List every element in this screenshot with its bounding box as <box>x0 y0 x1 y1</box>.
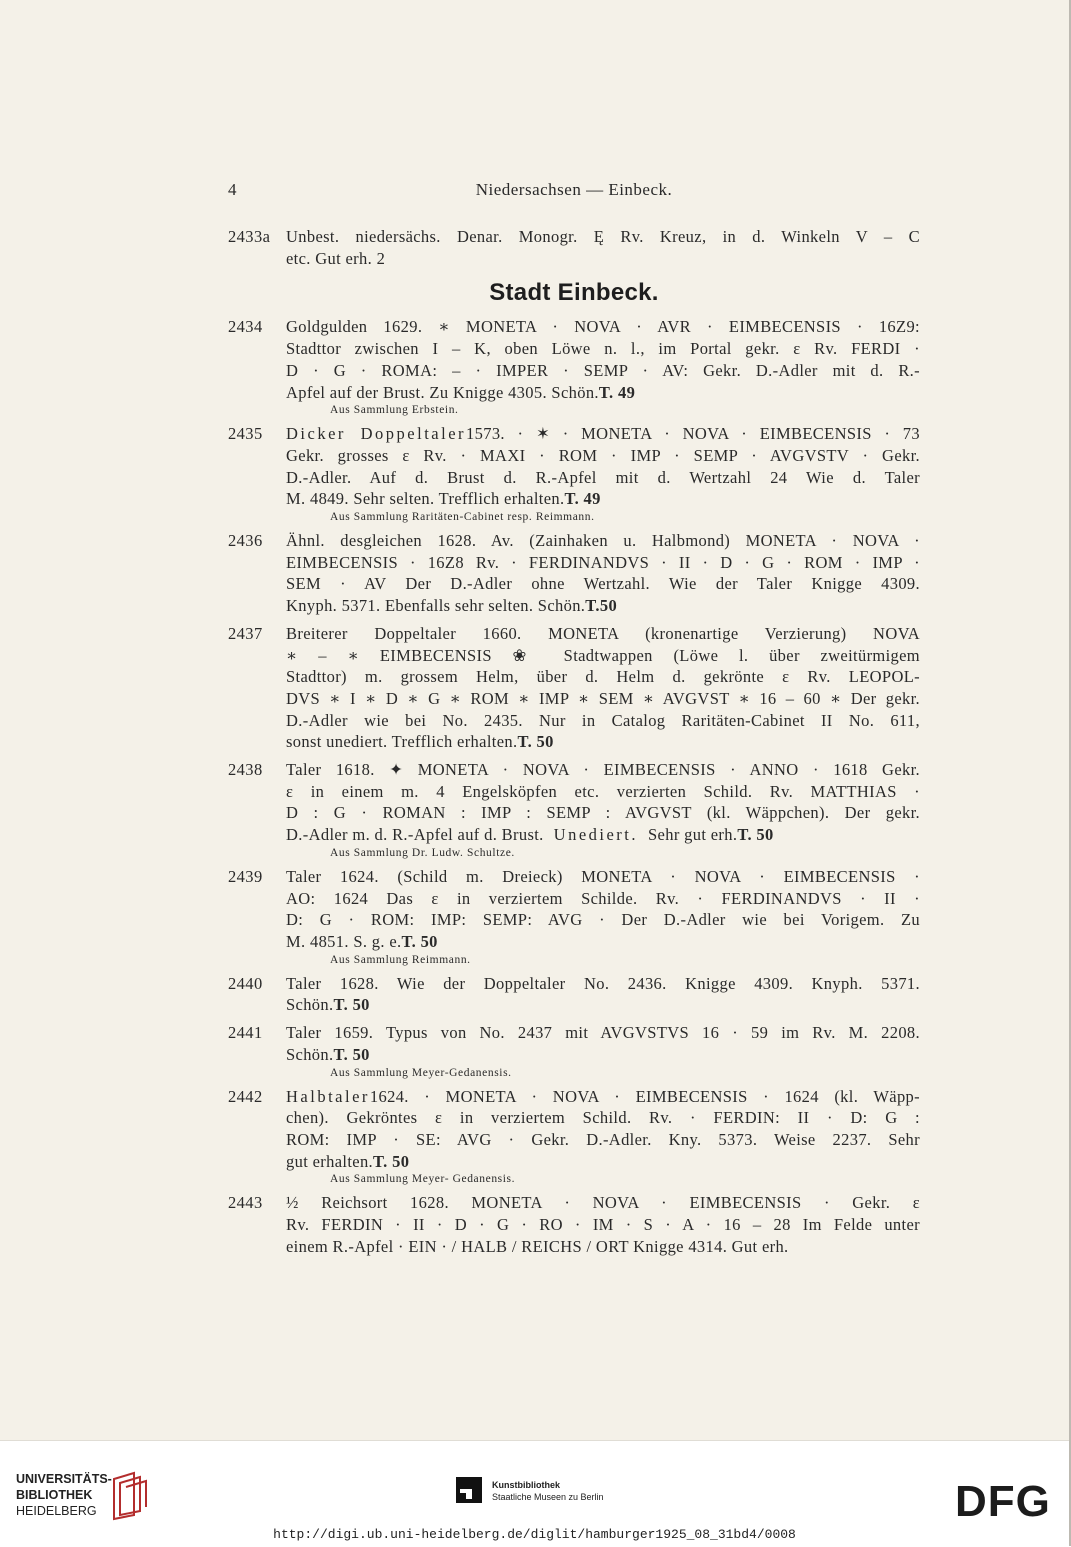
entry-number: 2435 <box>228 424 263 444</box>
entry-line: Schön. <box>286 1044 334 1064</box>
entry-text <box>286 1086 920 1173</box>
plate-reference: T. 50 <box>517 732 554 752</box>
library-name-line1: UNIVERSITÄTS- <box>16 1472 112 1486</box>
catalog-entry <box>228 423 920 510</box>
entry-line: Breiterer Doppeltaler 1660. MONETA (kronenartige Verzierung) NOVA <box>286 623 920 643</box>
catalog-entry <box>228 1086 920 1173</box>
entry-text <box>286 759 920 846</box>
entry-line: Stadttor zwischen I – K, oben Löwe n. l., im Portal gekr. ε Rv. FERDI · <box>286 339 920 359</box>
entry-number: 2433a <box>228 227 271 246</box>
entry-line: Ähnl. desgleichen 1628. Av. (Zainhaken u. Halbmond) MONETA · NOVA · <box>286 531 920 551</box>
entry-line: D: G · ROM: IMP: SEMP: AVG · Der D.-Adler wie bei Vorigem. Zu <box>286 910 920 930</box>
entry-line: DVS ∗ I ∗ D ∗ G ∗ ROM ∗ IMP ∗ SEM ∗ AVGVST ∗ 16 – 60 ∗ Der gekr. <box>286 688 920 708</box>
page-number: 4 <box>228 180 237 199</box>
permalink-url[interactable]: http://digi.ub.uni-heidelberg.de/diglit/hamburger1925_08_31bd4/0008 <box>273 1527 796 1542</box>
entry-line: Schön. <box>286 995 334 1015</box>
entry-line: AO: 1624 Das ε in verziertem Schilde. Rv. · FERDINANDVS · II · <box>286 888 920 908</box>
provenance-note: Aus Sammlung Erbstein. <box>330 404 459 417</box>
entry-line: etc. Gut erh. <box>286 248 373 268</box>
entry-text <box>286 316 920 403</box>
entry-number: 2436 <box>228 531 263 551</box>
entry-last-line <box>286 731 920 753</box>
catalog-entry <box>228 623 920 753</box>
page-content <box>228 180 920 1263</box>
kunstbibliothek-label <box>492 1479 604 1503</box>
entry-line: ε in einem m. 4 Engelsköpfen etc. verzierten Schild. Rv. MATTHIAS · <box>286 781 920 801</box>
entry-last-line <box>286 488 920 510</box>
spaced-term: Dicker Doppeltaler <box>286 424 467 444</box>
entry-line: Taler 1628. Wie der Doppeltaler No. 2436. Knigge 4309. Knyph. 5371. <box>286 973 920 993</box>
plate-reference: T. 49 <box>598 382 636 402</box>
catalog-entry <box>228 973 920 1016</box>
entry-line: Taler 1618. ✦ MONETA · NOVA · EIMBECENSIS · ANNO · 1618 Gekr. <box>286 760 920 780</box>
entry-last-line <box>286 994 920 1016</box>
entry-number: 2440 <box>228 973 263 993</box>
entry-text <box>286 530 920 617</box>
entry-line: Rv. FERDIN · II · D · G · RO · IM · S · A · 16 – 28 Im Felde unter <box>286 1215 920 1235</box>
entry-line: D : G · ROMAN : IMP : SEMP : AVGVST (kl. Wäppchen). Der gekr. <box>286 803 920 823</box>
plate-reference: T. 50 <box>333 995 370 1015</box>
running-title: Niedersachsen — Einbeck. <box>475 180 673 199</box>
entry-line: Knyph. 5371. Ebenfalls sehr selten. Schön. <box>286 596 586 616</box>
plate-reference: T. 50 <box>333 1044 370 1064</box>
kb-subtitle: Staatliche Museen zu Berlin <box>492 1492 604 1502</box>
entry-line: ROM: IMP · SE: AVG · Gekr. D.-Adler. Kny. 5373. Weise 2237. Sehr <box>286 1129 920 1149</box>
entry-text <box>286 226 920 269</box>
entry-line-rest: 1624. · MONETA · NOVA · EIMBECENSIS · 1624 (kl. Wäpp- <box>369 1086 920 1106</box>
entry-line: D.-Adler. Auf d. Brust d. R.-Apfel mit d. Wertzahl 24 Wie d. Taler <box>286 467 920 487</box>
kunstbibliothek-logo-icon <box>456 1477 482 1503</box>
entries-list <box>228 316 920 1263</box>
entry-line: ∗ – ∗ EIMBECENSIS ❀ Stadtwappen (Löwe l. über zweitürmigem <box>286 645 920 665</box>
provenance-note: Aus Sammlung Meyer-Gedanensis. <box>330 1066 512 1079</box>
entry-last-line <box>286 248 920 270</box>
plate-reference: T. 50 <box>373 1151 410 1171</box>
entry-line: Apfel auf der Brust. Zu Knigge 4305. Schön. <box>286 382 599 402</box>
entry-line <box>286 423 920 445</box>
footer-bar <box>0 1440 1069 1547</box>
catalog-entry <box>228 1192 920 1257</box>
catalog-entry <box>228 1022 920 1065</box>
entry-number: 2442 <box>228 1086 263 1106</box>
entry-line: Stadttor) m. grossem Helm, über d. Helm d. gekrönte ε Rv. LEOPOL- <box>286 667 920 687</box>
entry-line: M. 4851. S. g. e. <box>286 931 402 951</box>
entry-text <box>286 973 920 1016</box>
entry-line: D.-Adler wie bei No. 2435. Nur in Catalog Raritäten-Cabinet II No. 611, <box>286 710 920 730</box>
university-library-emblem-icon <box>108 1471 152 1521</box>
entry-line: Unbest. niedersächs. Denar. Monogr. Ę Rv. Kreuz, in d. Winkeln V – C <box>286 227 920 246</box>
plate-reference: T.50 <box>585 596 618 616</box>
entry-line: Taler 1624. (Schild m. Dreieck) MONETA · NOVA · EIMBECENSIS · <box>286 866 920 886</box>
entry-line: D · G · ROMA: – · IMPER · SEMP · AV: Gekr. D.-Adler mit d. R.- <box>286 360 920 380</box>
entry-line: ½ Reichsort 1628. MONETA · NOVA · EIMBECENSIS · Gekr. ε <box>286 1193 920 1213</box>
kb-name: Kunstbibliothek <box>492 1480 560 1490</box>
entry-line <box>286 825 737 844</box>
provenance-note: Aus Sammlung Meyer- Gedanensis. <box>330 1173 516 1186</box>
entry-text <box>286 1192 920 1257</box>
entry-line: einem R.-Apfel · EIN · / HALB / REICHS / ORT Knigge 4314. Gut erh. <box>286 1236 789 1256</box>
spaced-term: Unediert. <box>553 825 639 845</box>
entry-last-line <box>286 595 920 617</box>
entry-line-part: D.-Adler m. d. R.-Apfel auf d. Brust. <box>286 825 544 845</box>
catalog-entry <box>228 530 920 617</box>
catalog-entry-2433a <box>228 226 920 269</box>
dfg-logo: DFG <box>955 1477 1051 1526</box>
entry-line <box>286 1086 920 1108</box>
entry-line: SEM · AV Der D.-Adler ohne Wertzahl. Wie der Taler Knigge 4309. <box>286 574 920 594</box>
entry-line: gut erhalten. <box>286 1151 374 1171</box>
entry-number: 2441 <box>228 1023 263 1043</box>
entry-line: Taler 1659. Typus von No. 2437 mit AVGVSTVS 16 · 59 im Rv. M. 2208. <box>286 1023 920 1043</box>
provenance-note: Aus Sammlung Reimmann. <box>330 953 471 966</box>
entry-text <box>286 1022 920 1065</box>
section-title: Stadt Einbeck. <box>489 279 659 307</box>
entry-last-line <box>286 931 920 953</box>
plate-reference: T. 50 <box>737 825 774 845</box>
entry-number: 2439 <box>228 866 263 886</box>
entry-line-rest: 1573. · ✶ · MONETA · NOVA · EIMBECENSIS · 73 <box>466 424 920 444</box>
entry-last-line <box>286 1044 920 1066</box>
entry-number: 2434 <box>228 317 263 337</box>
catalog-entry <box>228 759 920 846</box>
plate-reference: 2 <box>376 248 386 268</box>
entry-line: M. 4849. Sehr selten. Trefflich erhalten. <box>286 489 565 509</box>
catalog-entry <box>228 866 920 953</box>
plate-reference: T. 50 <box>401 931 438 951</box>
library-name-line2: BIBLIOTHEK <box>16 1488 93 1502</box>
catalog-entry <box>228 316 920 403</box>
running-header <box>228 180 920 202</box>
entry-number: 2437 <box>228 623 263 643</box>
entry-line: sonst unediert. Trefflich erhalten. <box>286 732 518 752</box>
entry-line-part: Sehr gut erh. <box>648 825 738 845</box>
entry-line: Goldgulden 1629. ∗ MONETA · NOVA · AVR · EIMBECENSIS · 16Z9: <box>286 317 920 337</box>
provenance-note: Aus Sammlung Dr. Ludw. Schultze. <box>330 846 515 859</box>
entry-text <box>286 866 920 953</box>
entry-last-line <box>286 382 920 404</box>
entry-line: chen). Gekröntes ε in verziertem Schild. Rv. · FERDIN: II · D: G : <box>286 1108 920 1128</box>
entry-number: 2443 <box>228 1193 263 1213</box>
provenance-note: Aus Sammlung Raritäten-Cabinet resp. Reimmann. <box>330 511 595 524</box>
entry-line: Gekr. grosses ε Rv. · MAXI · ROM · IMP · SEMP · AVGVSTV · Gekr. <box>286 445 920 465</box>
entry-text <box>286 623 920 753</box>
spaced-term: Halbtaler <box>286 1086 370 1106</box>
entry-number: 2438 <box>228 760 263 780</box>
library-name-line3: HEIDELBERG <box>16 1504 97 1518</box>
entry-last-line <box>286 1151 920 1173</box>
entry-text <box>286 423 920 510</box>
entry-last-line <box>286 824 920 846</box>
university-library-logo <box>16 1471 112 1519</box>
entry-line: EIMBECENSIS · 16Z8 Rv. · FERDINANDVS · II · D · G · ROM · IMP · <box>286 552 920 572</box>
plate-reference: T. 49 <box>564 489 601 509</box>
